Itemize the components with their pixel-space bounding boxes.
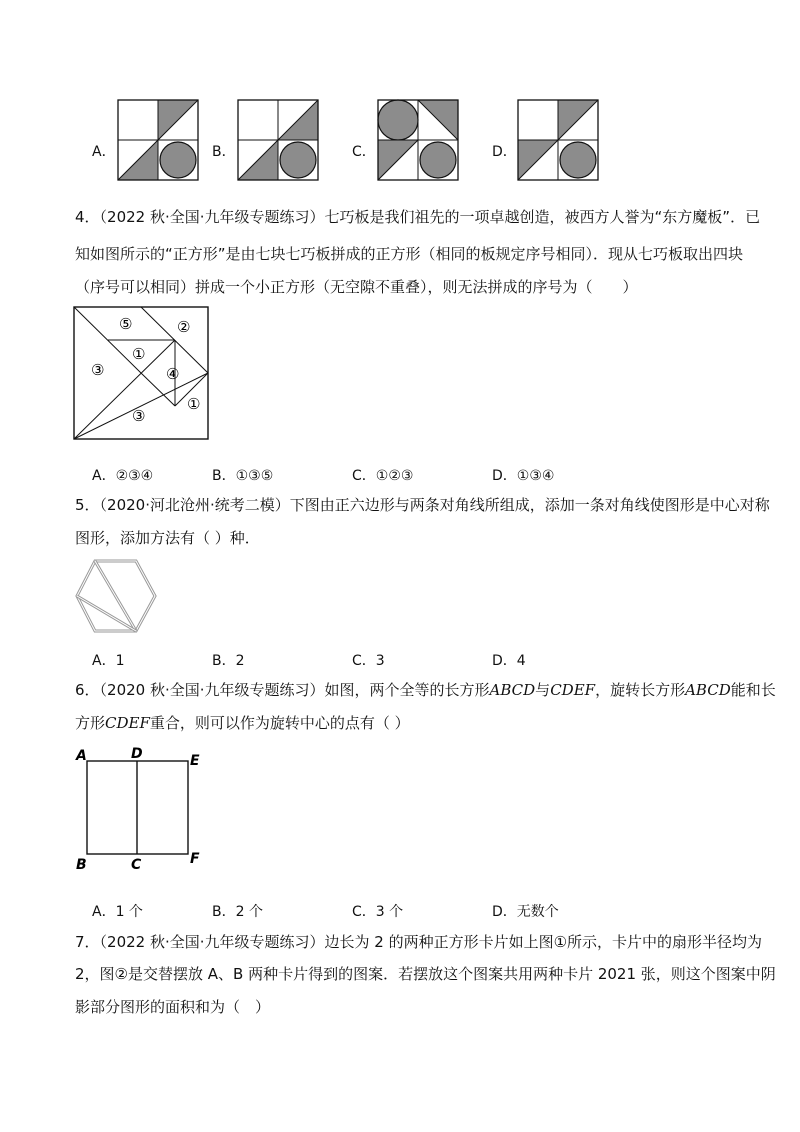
q6-stem-part-5: 重合，则可以作为旋转中心的点有（ ） [149,714,410,732]
point-c-label: C [131,857,142,873]
tangram-label-3-left: ③ [91,361,105,379]
q6-cdef-2: CDEF [105,714,150,732]
q6-cdef: CDEF [550,681,596,699]
q5-option-d: D．4 [492,653,526,669]
q3-option-a-letter: A． [92,144,116,160]
q6-option-d: D．无数个 [492,904,559,920]
tangram-label-4: ④ [166,365,180,383]
tangram-figure [74,307,209,440]
q6-option-a: A．1 个 [92,904,143,920]
q5-option-c: C．3 [352,653,385,669]
q5-option-b: B．2 [212,653,245,669]
q6-stem-part-1: 6．（2020 秋·全国·九年级专题练习）如图，两个全等的长方形 [75,681,490,699]
point-f-label: F [190,851,200,867]
q3-option-c-letter: C． [352,144,376,160]
q3-option-d-letter: D． [492,144,517,160]
q4-option-b: B．①③⑤ [212,468,274,484]
q5-option-a: A．1 [92,653,125,669]
q4-option-d: D．①③④ [492,468,555,484]
tangram-label-1-top: ① [132,345,146,363]
hexagon-figure [76,560,156,632]
q4-stem-line-1: 4．（2022 秋·全国·九年级专题练习）七巧板是我们祖先的一项卓越创造，被西方人誉为“东方魔板”．已 [75,208,761,226]
point-a-label: A [76,748,87,764]
tangram-label-3-bottom: ③ [132,407,146,425]
q6-yu: 与 [535,681,551,699]
q3-figure-a [118,100,198,180]
q6-option-c: C．3 个 [352,904,404,920]
q6-abcd-2: ABCD [685,681,731,699]
q7-stem-line-3: 影部分图形的面积和为（ ） [75,998,271,1016]
q4-option-a: A．②③④ [92,468,154,484]
q6-option-b: B．2 个 [212,904,263,920]
q5-stem-line-1: 5．（2020·河北沧州·统考二模）下图由正六边形与两条对角线所组成，添加一条对角线使图形是中心对称 [75,496,770,514]
q4-stem-line-2: 知如图所示的“正方形”是由七块七巧板拼成的正方形（相同的板规定序号相同）．现从七巧板取出四块 [75,245,744,263]
q7-stem-line-1: 7．（2022 秋·全国·九年级专题练习）边长为 2 的两种正方形卡片如上图①所示，卡片中的扇形半径均为 [75,933,763,951]
q6-abcd: ABCD [489,681,536,699]
q7-stem-line-2: 2，图②是交替摆放 A、B 两种卡片得到的图案．若摆放这个图案共用两种卡片 2021 张，则这个图案中阴 [75,965,776,983]
point-d-label: D [131,746,143,762]
q4-option-c: C．①②③ [352,468,414,484]
q6-stem-part-3: 能和长 [730,681,776,699]
q3-option-b-letter: B． [212,144,236,160]
point-e-label: E [190,753,200,769]
tangram-label-2: ② [177,318,191,336]
rectangles-figure [74,745,214,875]
q3-figure-b [238,100,318,180]
q6-stem-part-2: ，旋转长方形 [595,681,686,699]
q4-stem-line-3: （序号可以相同）拼成一个小正方形（无空隙不重叠），则无法拼成的序号为（ ） [75,278,638,296]
q3-figure-c [378,100,458,180]
q6-stem-part-4: 方形 [75,714,106,732]
tangram-label-1-right: ① [187,395,201,413]
q6-stem-line-2 [75,713,410,733]
point-b-label: B [76,857,87,873]
tangram-label-5: ⑤ [119,315,133,333]
q5-stem-line-2: 图形，添加方法有（ ）种． [75,529,260,547]
q3-figure-d [518,100,598,180]
q6-stem-line-1 [75,680,776,700]
